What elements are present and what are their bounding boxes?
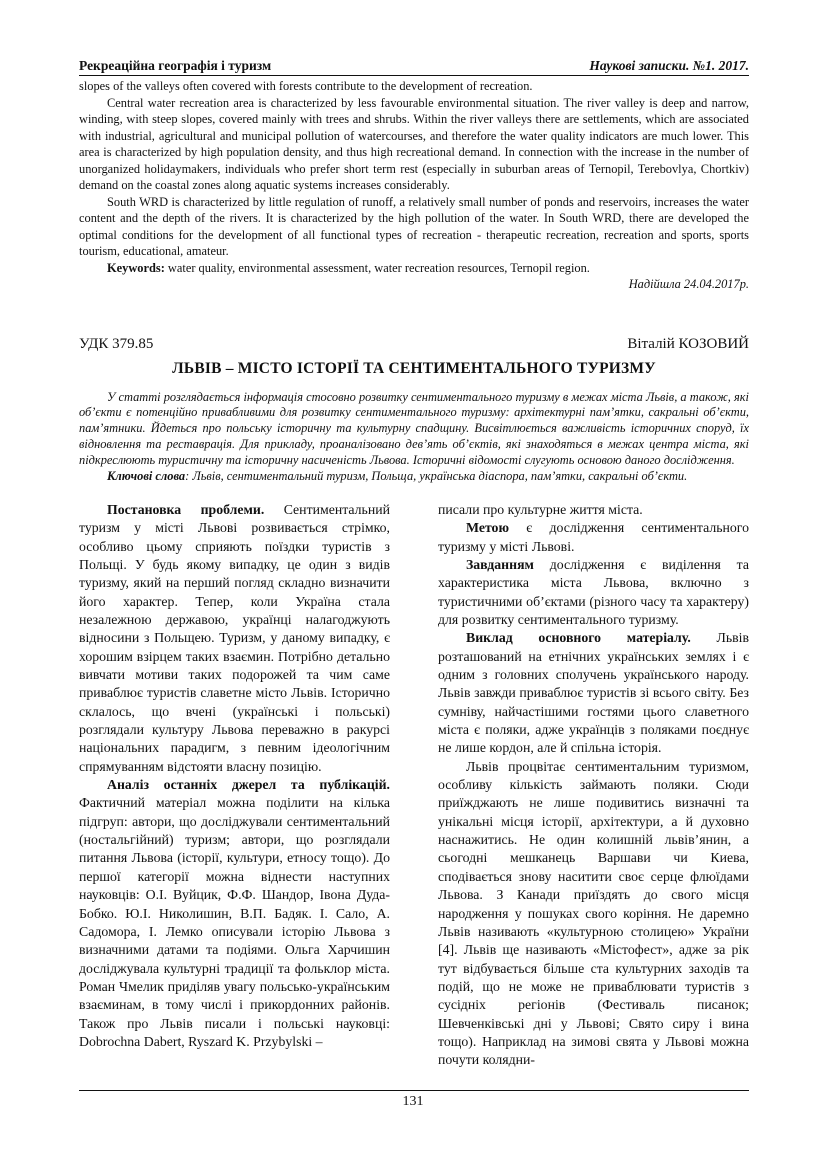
body-paragraph: Виклад основного матеріалу. Львів розташований на етнічних українських землях і є одним з головних сполучень українського народу. Львів завжди приваблює туристів зі всього світу. Без сумніву, найчастішими гостями цього славетного міста є поляки, адже українців з поляками поєднує не лише кордон, але й спільна історія.	[438, 630, 749, 756]
summary-keywords	[79, 260, 749, 277]
page-number: 131	[402, 1094, 424, 1109]
section-heading: Аналіз останніх джерел та публікацій.	[107, 777, 390, 793]
section-heading: Виклад основного матеріалу.	[466, 630, 691, 646]
body-paragraph: Завданням дослідження є виділення та характеристика міста Львова, включно з туристичними об’єктами (різного часу та характеру) для розвитку сентиментального туризму.	[438, 556, 749, 627]
article-title: ЛЬВІВ – МІСТО ІСТОРІЇ ТА СЕНТИМЕНТАЛЬНОГО ТУРИЗМУ	[172, 359, 656, 377]
body-paragraph: Метою є дослідження сентиментального туризму у місті Львові.	[438, 520, 749, 554]
abstract-keywords-label: Ключові слова	[107, 469, 186, 484]
section-heading: Постановка проблеми.	[107, 501, 265, 517]
received-date: Надійшла 24.04.2017р.	[628, 277, 749, 291]
body-paragraph: Постановка проблеми. Сентиментальний туризм у місті Львові розвивається стрімко, особливо цьому сприяють поїздки туристів з Польщі. У будь якому випадку, це один з видів туризму, який на перший погляд складно визначити його характер. Тепер, коли Україна стала незалежною державою, українці налагоджують відносини з Польщею. Туризм, у даному випадку, є хорошим взірцем таких взаємин. Потрібно детально вивчати мотиви таких подорожей та чим саме приваблює туристів славетне місто Львів. Історично склалось, що вчені (українські і польські) розглядали культуру Львова переважно в ракурсі національних парадигм, з певним ідеологічним спрямуванням відстояти власну позицію.	[79, 501, 390, 774]
summary-paragraph: slopes of the valleys often covered with forests contribute to the development of recreation.	[79, 79, 533, 93]
section-heading: Завданням	[466, 556, 534, 572]
body-paragraph: Львів процвітає сентиментальним туризмом, особливу кількість займають поляки. Сюди приїжджають не лише подивитись визначні та унікальні місця історії, архітектури, а й духовно наснажитись. Не один колишній львів’янин, а сьогодні мешканець Варшави чи Киева, сподівається знову наситити своє серце флюїдами Львова. З Канади приїздять до свого місця народження у пошуках свого коріння. Не даремно Львів називають «культурною столицею» України [4]. Львів ще називають «Містофест», адже за рік тут відбувається більше ста культурних заходів та подій, що не може не приваблювати туристів з сусідніх регіонів (Фестиваль писанок; Шевченківські дні у Львові; Свято сиру і вина тощо). Наприклад на зимові свята у Львові можна почути колядни-	[438, 758, 749, 1068]
journal-section: Рекреаційна географія і туризм	[79, 58, 272, 73]
body-paragraph: писали про культурне життя міста.	[438, 501, 643, 517]
summary-paragraph: Central water recreation area is characterized by less favourable environmental situation. The river valley is deep and narrow, winding, with steep slopes, covered mainly with trees and shrubs. Within the river valleys there are settlements, which are associated with industrial, agricultural and municipal pollution of watercourses, and therefore the water quality indicators are much lower. This area is characterized by high population density, and thus high recreational demand. In connection with the increase in the number of unorganized holidaymakers, individuals who prefer short term rest (especially in suburban areas of Ternopil, Terebovlya, Chortkiv) demand on the coastal zones along aquatic systems increases considerably.	[79, 95, 749, 192]
abstract-keywords-text: : Львів, сентиментальний туризм, Польща, українська діаспора, пам’ятки, сакральні об’єкти.	[185, 469, 688, 484]
article-meta	[79, 336, 749, 353]
journal-issue: Наукові записки. №1. 2017.	[589, 58, 749, 73]
footer-rule	[79, 1090, 749, 1091]
body-paragraph: Аналіз останніх джерел та публікацій. Фактичний матеріал можна поділити на кілька підгруп: автори, що досліджували сентиментальний (ностальгійний) туризм; автори, що розглядали питання Львова (історії, культури, етносу тощо). До першої категорії можна віднести наступних науковців: О.І. Вуйцик, Ф.Ф. Шандор, Івона Дуда-Бобко. Ю.І. Николишин, В.П. Бадяк. І. Сало, А. Садомора, І. Лемко описували історію Львова з визначними датами та подіями. Ольга Харчишин досліджувала культурні традиції та фольклор міста. Роман Чмелик приділяв увагу польсько-українським взаєминам, в тому числі і прикордонних районів. Також про Львів писали і польські науковці: Dobrochna Dabert, Ryszard K. Przybylski –	[79, 777, 390, 1049]
summary-paragraph: South WRD is characterized by little regulation of runoff, a relatively small number of ponds and reservoirs, increases the water content and the depth of the rivers. It is characterized by the high pollution of the water. In South WRD, there are developed the optimal conditions for the development of all functional types of recreation - therapeutic recreation, recreation and sports, sports tourism, educational, amateur.	[79, 194, 749, 258]
udc-code: УДК 379.85	[79, 335, 154, 352]
running-header	[79, 58, 749, 76]
left-column	[79, 501, 390, 1070]
keywords-text: water quality, environmental assessment, water recreation resources, Ternopil region.	[164, 260, 590, 275]
author-name: Віталій КОЗОВИЙ	[627, 335, 749, 352]
section-heading: Метою	[466, 520, 510, 536]
page-content	[79, 58, 749, 1070]
keywords-label: Keywords:	[107, 260, 165, 275]
abstract-keywords	[79, 469, 749, 485]
abstract-text: У статті розглядається інформація стосовно розвитку сентиментального туризму в межах міста Львів, а також, які об’єкти є потенційно привабливими для розвитку сентиментального туризму: архітектурні пам’ятки, сакральні об’єкти, пам’ятники. Йдеться про польську історичну та культурну спадщину. Висвітлюється важливість історичних споруд, їх відновлення та реставрація. Для прикладу, проаналізовано дев’ять об’єктів, які знаходяться в межах центра міста, які підкреслюють туристичну та історичну насиченість Львова. Історичні відомості слугують основою даного дослідження.	[79, 389, 749, 468]
right-column	[438, 501, 749, 1070]
body-columns	[79, 501, 749, 1070]
english-summary	[79, 78, 749, 293]
article-abstract	[79, 390, 749, 485]
